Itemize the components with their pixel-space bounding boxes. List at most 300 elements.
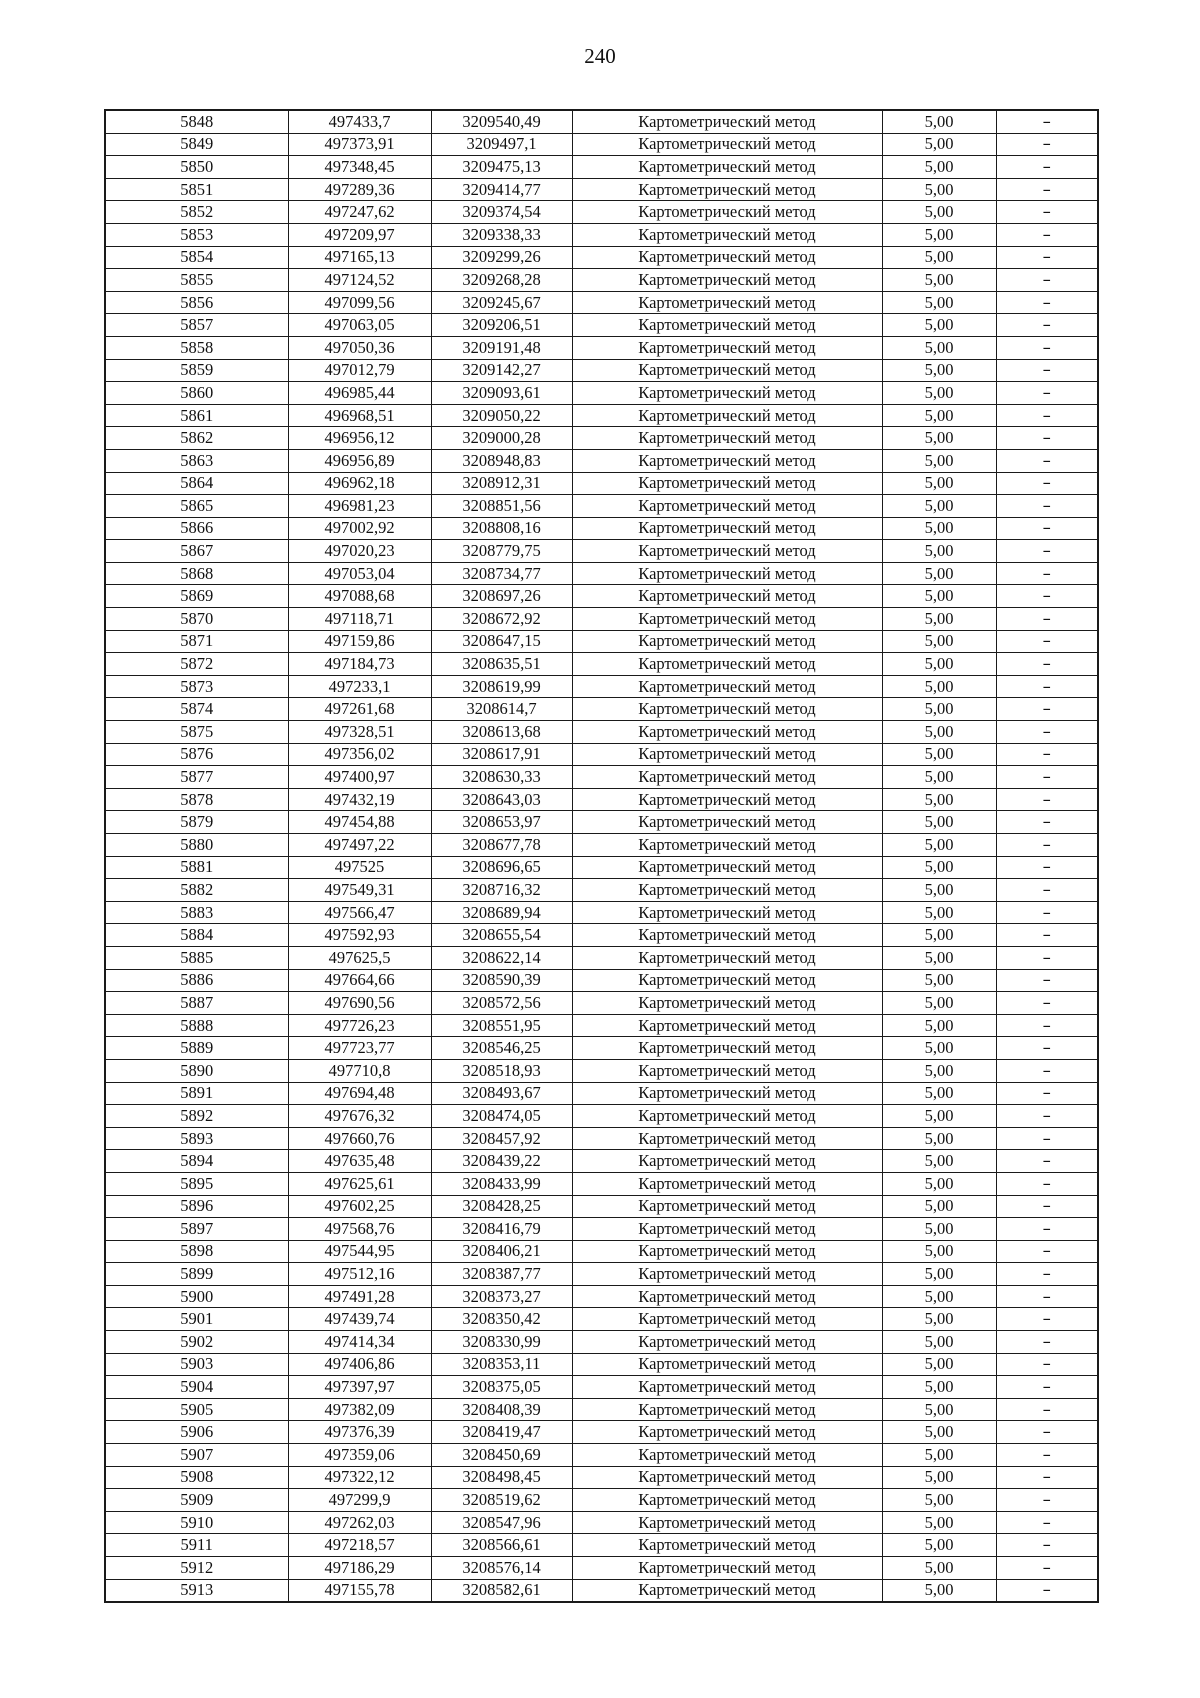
note-cell: – xyxy=(996,269,1098,292)
method-cell: Картометрический метод xyxy=(572,811,882,834)
x-coordinate-cell: 496962,18 xyxy=(288,472,431,495)
accuracy-cell: 5,00 xyxy=(882,1489,996,1512)
point-number-cell: 5868 xyxy=(105,562,288,585)
y-coordinate-cell: 3208613,68 xyxy=(431,721,572,744)
method-cell: Картометрический метод xyxy=(572,630,882,653)
note-cell: – xyxy=(996,201,1098,224)
x-coordinate-cell: 496985,44 xyxy=(288,382,431,405)
table-row xyxy=(105,1308,1098,1331)
y-coordinate-cell: 3208450,69 xyxy=(431,1444,572,1467)
note-cell: – xyxy=(996,1150,1098,1173)
y-coordinate-cell: 3208582,61 xyxy=(431,1579,572,1602)
y-coordinate-cell: 3208330,99 xyxy=(431,1331,572,1354)
accuracy-cell: 5,00 xyxy=(882,1263,996,1286)
accuracy-cell: 5,00 xyxy=(882,901,996,924)
table-row xyxy=(105,223,1098,246)
x-coordinate-cell: 497002,92 xyxy=(288,517,431,540)
y-coordinate-cell: 3208353,11 xyxy=(431,1353,572,1376)
note-cell: – xyxy=(996,382,1098,405)
note-cell: – xyxy=(996,992,1098,1015)
table-row xyxy=(105,992,1098,1015)
table-row xyxy=(105,856,1098,879)
table-row xyxy=(105,1557,1098,1580)
table-row xyxy=(105,449,1098,472)
method-cell: Картометрический метод xyxy=(572,698,882,721)
y-coordinate-cell: 3208696,65 xyxy=(431,856,572,879)
y-coordinate-cell: 3208493,67 xyxy=(431,1082,572,1105)
y-coordinate-cell: 3208518,93 xyxy=(431,1059,572,1082)
table-row xyxy=(105,495,1098,518)
table-row xyxy=(105,1218,1098,1241)
note-cell: – xyxy=(996,743,1098,766)
x-coordinate-cell: 497406,86 xyxy=(288,1353,431,1376)
table-row xyxy=(105,291,1098,314)
table-row xyxy=(105,359,1098,382)
note-cell: – xyxy=(996,924,1098,947)
note-cell: – xyxy=(996,1263,1098,1286)
note-cell: – xyxy=(996,811,1098,834)
method-cell: Картометрический метод xyxy=(572,427,882,450)
note-cell: – xyxy=(996,1489,1098,1512)
accuracy-cell: 5,00 xyxy=(882,1579,996,1602)
point-number-cell: 5870 xyxy=(105,608,288,631)
note-cell: – xyxy=(996,156,1098,179)
method-cell: Картометрический метод xyxy=(572,1059,882,1082)
method-cell: Картометрический метод xyxy=(572,1579,882,1602)
note-cell: – xyxy=(996,1308,1098,1331)
note-cell: – xyxy=(996,766,1098,789)
table-row xyxy=(105,1421,1098,1444)
x-coordinate-cell: 497359,06 xyxy=(288,1444,431,1467)
x-coordinate-cell: 497376,39 xyxy=(288,1421,431,1444)
y-coordinate-cell: 3208498,45 xyxy=(431,1466,572,1489)
table-row xyxy=(105,1534,1098,1557)
accuracy-cell: 5,00 xyxy=(882,246,996,269)
note-cell: – xyxy=(996,698,1098,721)
point-number-cell: 5891 xyxy=(105,1082,288,1105)
table-row xyxy=(105,946,1098,969)
table-row xyxy=(105,314,1098,337)
method-cell: Картометрический метод xyxy=(572,1489,882,1512)
x-coordinate-cell: 497184,73 xyxy=(288,653,431,676)
method-cell: Картометрический метод xyxy=(572,924,882,947)
point-number-cell: 5877 xyxy=(105,766,288,789)
point-number-cell: 5880 xyxy=(105,834,288,857)
x-coordinate-cell: 497261,68 xyxy=(288,698,431,721)
point-number-cell: 5890 xyxy=(105,1059,288,1082)
accuracy-cell: 5,00 xyxy=(882,788,996,811)
point-number-cell: 5885 xyxy=(105,946,288,969)
note-cell: – xyxy=(996,946,1098,969)
table-row xyxy=(105,743,1098,766)
point-number-cell: 5910 xyxy=(105,1511,288,1534)
table-row xyxy=(105,879,1098,902)
accuracy-cell: 5,00 xyxy=(882,1308,996,1331)
table-row xyxy=(105,969,1098,992)
note-cell: – xyxy=(996,223,1098,246)
x-coordinate-cell: 497525 xyxy=(288,856,431,879)
method-cell: Картометрический метод xyxy=(572,1105,882,1128)
method-cell: Картометрический метод xyxy=(572,246,882,269)
y-coordinate-cell: 3208566,61 xyxy=(431,1534,572,1557)
table-row xyxy=(105,1037,1098,1060)
table-row xyxy=(105,1240,1098,1263)
method-cell: Картометрический метод xyxy=(572,110,882,133)
point-number-cell: 5881 xyxy=(105,856,288,879)
x-coordinate-cell: 497433,7 xyxy=(288,110,431,133)
x-coordinate-cell: 497400,97 xyxy=(288,766,431,789)
y-coordinate-cell: 3208572,56 xyxy=(431,992,572,1015)
y-coordinate-cell: 3208350,42 xyxy=(431,1308,572,1331)
table-row xyxy=(105,608,1098,631)
note-cell: – xyxy=(996,110,1098,133)
point-number-cell: 5855 xyxy=(105,269,288,292)
method-cell: Картометрический метод xyxy=(572,1466,882,1489)
method-cell: Картометрический метод xyxy=(572,1195,882,1218)
x-coordinate-cell: 497512,16 xyxy=(288,1263,431,1286)
point-number-cell: 5872 xyxy=(105,653,288,676)
table-row xyxy=(105,1285,1098,1308)
table-row xyxy=(105,721,1098,744)
method-cell: Картометрический метод xyxy=(572,1240,882,1263)
note-cell: – xyxy=(996,1285,1098,1308)
note-cell: – xyxy=(996,1037,1098,1060)
table-row xyxy=(105,1105,1098,1128)
x-coordinate-cell: 497723,77 xyxy=(288,1037,431,1060)
point-number-cell: 5850 xyxy=(105,156,288,179)
method-cell: Картометрический метод xyxy=(572,992,882,1015)
accuracy-cell: 5,00 xyxy=(882,1059,996,1082)
accuracy-cell: 5,00 xyxy=(882,1105,996,1128)
accuracy-cell: 5,00 xyxy=(882,675,996,698)
table-row xyxy=(105,834,1098,857)
point-number-cell: 5871 xyxy=(105,630,288,653)
x-coordinate-cell: 497491,28 xyxy=(288,1285,431,1308)
method-cell: Картометрический метод xyxy=(572,495,882,518)
table-row xyxy=(105,653,1098,676)
method-cell: Картометрический метод xyxy=(572,1534,882,1557)
y-coordinate-cell: 3209338,33 xyxy=(431,223,572,246)
accuracy-cell: 5,00 xyxy=(882,495,996,518)
y-coordinate-cell: 3208576,14 xyxy=(431,1557,572,1580)
point-number-cell: 5873 xyxy=(105,675,288,698)
method-cell: Картометрический метод xyxy=(572,1353,882,1376)
point-number-cell: 5853 xyxy=(105,223,288,246)
table-row xyxy=(105,811,1098,834)
y-coordinate-cell: 3208428,25 xyxy=(431,1195,572,1218)
x-coordinate-cell: 497262,03 xyxy=(288,1511,431,1534)
table-row xyxy=(105,404,1098,427)
accuracy-cell: 5,00 xyxy=(882,1511,996,1534)
accuracy-cell: 5,00 xyxy=(882,359,996,382)
note-cell: – xyxy=(996,608,1098,631)
table-row xyxy=(105,1489,1098,1512)
accuracy-cell: 5,00 xyxy=(882,1285,996,1308)
note-cell: – xyxy=(996,1557,1098,1580)
point-number-cell: 5903 xyxy=(105,1353,288,1376)
accuracy-cell: 5,00 xyxy=(882,201,996,224)
accuracy-cell: 5,00 xyxy=(882,1353,996,1376)
x-coordinate-cell: 497165,13 xyxy=(288,246,431,269)
y-coordinate-cell: 3208416,79 xyxy=(431,1218,572,1241)
x-coordinate-cell: 496968,51 xyxy=(288,404,431,427)
point-number-cell: 5908 xyxy=(105,1466,288,1489)
accuracy-cell: 5,00 xyxy=(882,133,996,156)
method-cell: Картометрический метод xyxy=(572,336,882,359)
point-number-cell: 5887 xyxy=(105,992,288,1015)
accuracy-cell: 5,00 xyxy=(882,1014,996,1037)
point-number-cell: 5864 xyxy=(105,472,288,495)
point-number-cell: 5895 xyxy=(105,1172,288,1195)
note-cell: – xyxy=(996,1059,1098,1082)
method-cell: Картометрический метод xyxy=(572,1172,882,1195)
table-row xyxy=(105,201,1098,224)
note-cell: – xyxy=(996,1195,1098,1218)
accuracy-cell: 5,00 xyxy=(882,1534,996,1557)
accuracy-cell: 5,00 xyxy=(882,924,996,947)
accuracy-cell: 5,00 xyxy=(882,540,996,563)
accuracy-cell: 5,00 xyxy=(882,653,996,676)
x-coordinate-cell: 496956,12 xyxy=(288,427,431,450)
table-row xyxy=(105,336,1098,359)
table-row xyxy=(105,1150,1098,1173)
y-coordinate-cell: 3208617,91 xyxy=(431,743,572,766)
x-coordinate-cell: 497159,86 xyxy=(288,630,431,653)
method-cell: Картометрический метод xyxy=(572,1376,882,1399)
point-number-cell: 5857 xyxy=(105,314,288,337)
method-cell: Картометрический метод xyxy=(572,314,882,337)
point-number-cell: 5858 xyxy=(105,336,288,359)
table-row xyxy=(105,924,1098,947)
table-row xyxy=(105,1014,1098,1037)
x-coordinate-cell: 497568,76 xyxy=(288,1218,431,1241)
table-row xyxy=(105,382,1098,405)
method-cell: Картометрический метод xyxy=(572,404,882,427)
page-number: 240 xyxy=(584,44,616,68)
table-row xyxy=(105,630,1098,653)
method-cell: Картометрический метод xyxy=(572,1557,882,1580)
accuracy-cell: 5,00 xyxy=(882,946,996,969)
accuracy-cell: 5,00 xyxy=(882,449,996,472)
point-number-cell: 5911 xyxy=(105,1534,288,1557)
table-row xyxy=(105,1444,1098,1467)
note-cell: – xyxy=(996,291,1098,314)
point-number-cell: 5902 xyxy=(105,1331,288,1354)
point-number-cell: 5893 xyxy=(105,1127,288,1150)
y-coordinate-cell: 3208672,92 xyxy=(431,608,572,631)
table-row xyxy=(105,1195,1098,1218)
method-cell: Картометрический метод xyxy=(572,1263,882,1286)
accuracy-cell: 5,00 xyxy=(882,1150,996,1173)
point-number-cell: 5879 xyxy=(105,811,288,834)
method-cell: Картометрический метод xyxy=(572,1308,882,1331)
method-cell: Картометрический метод xyxy=(572,1014,882,1037)
y-coordinate-cell: 3208419,47 xyxy=(431,1421,572,1444)
note-cell: – xyxy=(996,404,1098,427)
method-cell: Картометрический метод xyxy=(572,675,882,698)
table-row xyxy=(105,472,1098,495)
table-row xyxy=(105,540,1098,563)
x-coordinate-cell: 497088,68 xyxy=(288,585,431,608)
accuracy-cell: 5,00 xyxy=(882,811,996,834)
y-coordinate-cell: 3208851,56 xyxy=(431,495,572,518)
table-row xyxy=(105,1172,1098,1195)
y-coordinate-cell: 3208375,05 xyxy=(431,1376,572,1399)
table-row xyxy=(105,1466,1098,1489)
note-cell: – xyxy=(996,721,1098,744)
x-coordinate-cell: 497373,91 xyxy=(288,133,431,156)
point-number-cell: 5861 xyxy=(105,404,288,427)
note-cell: – xyxy=(996,901,1098,924)
x-coordinate-cell: 497676,32 xyxy=(288,1105,431,1128)
y-coordinate-cell: 3208408,39 xyxy=(431,1398,572,1421)
y-coordinate-cell: 3209414,77 xyxy=(431,178,572,201)
note-cell: – xyxy=(996,1511,1098,1534)
accuracy-cell: 5,00 xyxy=(882,314,996,337)
y-coordinate-cell: 3208439,22 xyxy=(431,1150,572,1173)
accuracy-cell: 5,00 xyxy=(882,608,996,631)
table-row xyxy=(105,1398,1098,1421)
accuracy-cell: 5,00 xyxy=(882,1421,996,1444)
method-cell: Картометрический метод xyxy=(572,1150,882,1173)
point-number-cell: 5905 xyxy=(105,1398,288,1421)
y-coordinate-cell: 3209299,26 xyxy=(431,246,572,269)
accuracy-cell: 5,00 xyxy=(882,698,996,721)
y-coordinate-cell: 3209050,22 xyxy=(431,404,572,427)
point-number-cell: 5866 xyxy=(105,517,288,540)
y-coordinate-cell: 3208697,26 xyxy=(431,585,572,608)
method-cell: Картометрический метод xyxy=(572,1082,882,1105)
y-coordinate-cell: 3209191,48 xyxy=(431,336,572,359)
note-cell: – xyxy=(996,1398,1098,1421)
table-row xyxy=(105,1082,1098,1105)
point-number-cell: 5882 xyxy=(105,879,288,902)
x-coordinate-cell: 497549,31 xyxy=(288,879,431,902)
y-coordinate-cell: 3208457,92 xyxy=(431,1127,572,1150)
point-number-cell: 5876 xyxy=(105,743,288,766)
note-cell: – xyxy=(996,1444,1098,1467)
accuracy-cell: 5,00 xyxy=(882,1376,996,1399)
accuracy-cell: 5,00 xyxy=(882,269,996,292)
point-number-cell: 5889 xyxy=(105,1037,288,1060)
x-coordinate-cell: 497063,05 xyxy=(288,314,431,337)
x-coordinate-cell: 497099,56 xyxy=(288,291,431,314)
accuracy-cell: 5,00 xyxy=(882,562,996,585)
point-number-cell: 5898 xyxy=(105,1240,288,1263)
x-coordinate-cell: 497592,93 xyxy=(288,924,431,947)
note-cell: – xyxy=(996,336,1098,359)
method-cell: Картометрический метод xyxy=(572,178,882,201)
point-number-cell: 5906 xyxy=(105,1421,288,1444)
point-number-cell: 5860 xyxy=(105,382,288,405)
y-coordinate-cell: 3209475,13 xyxy=(431,156,572,179)
x-coordinate-cell: 497432,19 xyxy=(288,788,431,811)
point-number-cell: 5867 xyxy=(105,540,288,563)
x-coordinate-cell: 497660,76 xyxy=(288,1127,431,1150)
x-coordinate-cell: 497118,71 xyxy=(288,608,431,631)
table-row xyxy=(105,178,1098,201)
accuracy-cell: 5,00 xyxy=(882,404,996,427)
y-coordinate-cell: 3208406,21 xyxy=(431,1240,572,1263)
accuracy-cell: 5,00 xyxy=(882,178,996,201)
note-cell: – xyxy=(996,879,1098,902)
x-coordinate-cell: 497322,12 xyxy=(288,1466,431,1489)
method-cell: Картометрический метод xyxy=(572,969,882,992)
table-row xyxy=(105,156,1098,179)
table-row xyxy=(105,766,1098,789)
x-coordinate-cell: 497664,66 xyxy=(288,969,431,992)
method-cell: Картометрический метод xyxy=(572,743,882,766)
note-cell: – xyxy=(996,788,1098,811)
method-cell: Картометрический метод xyxy=(572,156,882,179)
y-coordinate-cell: 3209093,61 xyxy=(431,382,572,405)
table-row xyxy=(105,269,1098,292)
accuracy-cell: 5,00 xyxy=(882,743,996,766)
accuracy-cell: 5,00 xyxy=(882,721,996,744)
table-row xyxy=(105,110,1098,133)
accuracy-cell: 5,00 xyxy=(882,427,996,450)
x-coordinate-cell: 497439,74 xyxy=(288,1308,431,1331)
y-coordinate-cell: 3208734,77 xyxy=(431,562,572,585)
table-row xyxy=(105,1376,1098,1399)
table-row xyxy=(105,1059,1098,1082)
accuracy-cell: 5,00 xyxy=(882,879,996,902)
table-row xyxy=(105,585,1098,608)
point-number-cell: 5865 xyxy=(105,495,288,518)
point-number-cell: 5848 xyxy=(105,110,288,133)
note-cell: – xyxy=(996,1579,1098,1602)
point-number-cell: 5883 xyxy=(105,901,288,924)
x-coordinate-cell: 497382,09 xyxy=(288,1398,431,1421)
point-number-cell: 5894 xyxy=(105,1150,288,1173)
point-number-cell: 5897 xyxy=(105,1218,288,1241)
point-number-cell: 5863 xyxy=(105,449,288,472)
y-coordinate-cell: 3208590,39 xyxy=(431,969,572,992)
note-cell: – xyxy=(996,178,1098,201)
method-cell: Картометрический метод xyxy=(572,653,882,676)
y-coordinate-cell: 3208808,16 xyxy=(431,517,572,540)
x-coordinate-cell: 497050,36 xyxy=(288,336,431,359)
accuracy-cell: 5,00 xyxy=(882,517,996,540)
x-coordinate-cell: 497020,23 xyxy=(288,540,431,563)
note-cell: – xyxy=(996,675,1098,698)
accuracy-cell: 5,00 xyxy=(882,1398,996,1421)
note-cell: – xyxy=(996,969,1098,992)
x-coordinate-cell: 497710,8 xyxy=(288,1059,431,1082)
x-coordinate-cell: 497726,23 xyxy=(288,1014,431,1037)
point-number-cell: 5888 xyxy=(105,1014,288,1037)
y-coordinate-cell: 3208630,33 xyxy=(431,766,572,789)
y-coordinate-cell: 3208433,99 xyxy=(431,1172,572,1195)
accuracy-cell: 5,00 xyxy=(882,1172,996,1195)
point-number-cell: 5900 xyxy=(105,1285,288,1308)
note-cell: – xyxy=(996,517,1098,540)
x-coordinate-cell: 497635,48 xyxy=(288,1150,431,1173)
table-row xyxy=(105,1579,1098,1602)
method-cell: Картометрический метод xyxy=(572,382,882,405)
method-cell: Картометрический метод xyxy=(572,1444,882,1467)
note-cell: – xyxy=(996,1466,1098,1489)
method-cell: Картометрический метод xyxy=(572,946,882,969)
y-coordinate-cell: 3208619,99 xyxy=(431,675,572,698)
table-row xyxy=(105,517,1098,540)
x-coordinate-cell: 497186,29 xyxy=(288,1557,431,1580)
accuracy-cell: 5,00 xyxy=(882,1037,996,1060)
x-coordinate-cell: 497155,78 xyxy=(288,1579,431,1602)
point-number-cell: 5859 xyxy=(105,359,288,382)
accuracy-cell: 5,00 xyxy=(882,630,996,653)
coordinates-table xyxy=(104,109,1099,1603)
